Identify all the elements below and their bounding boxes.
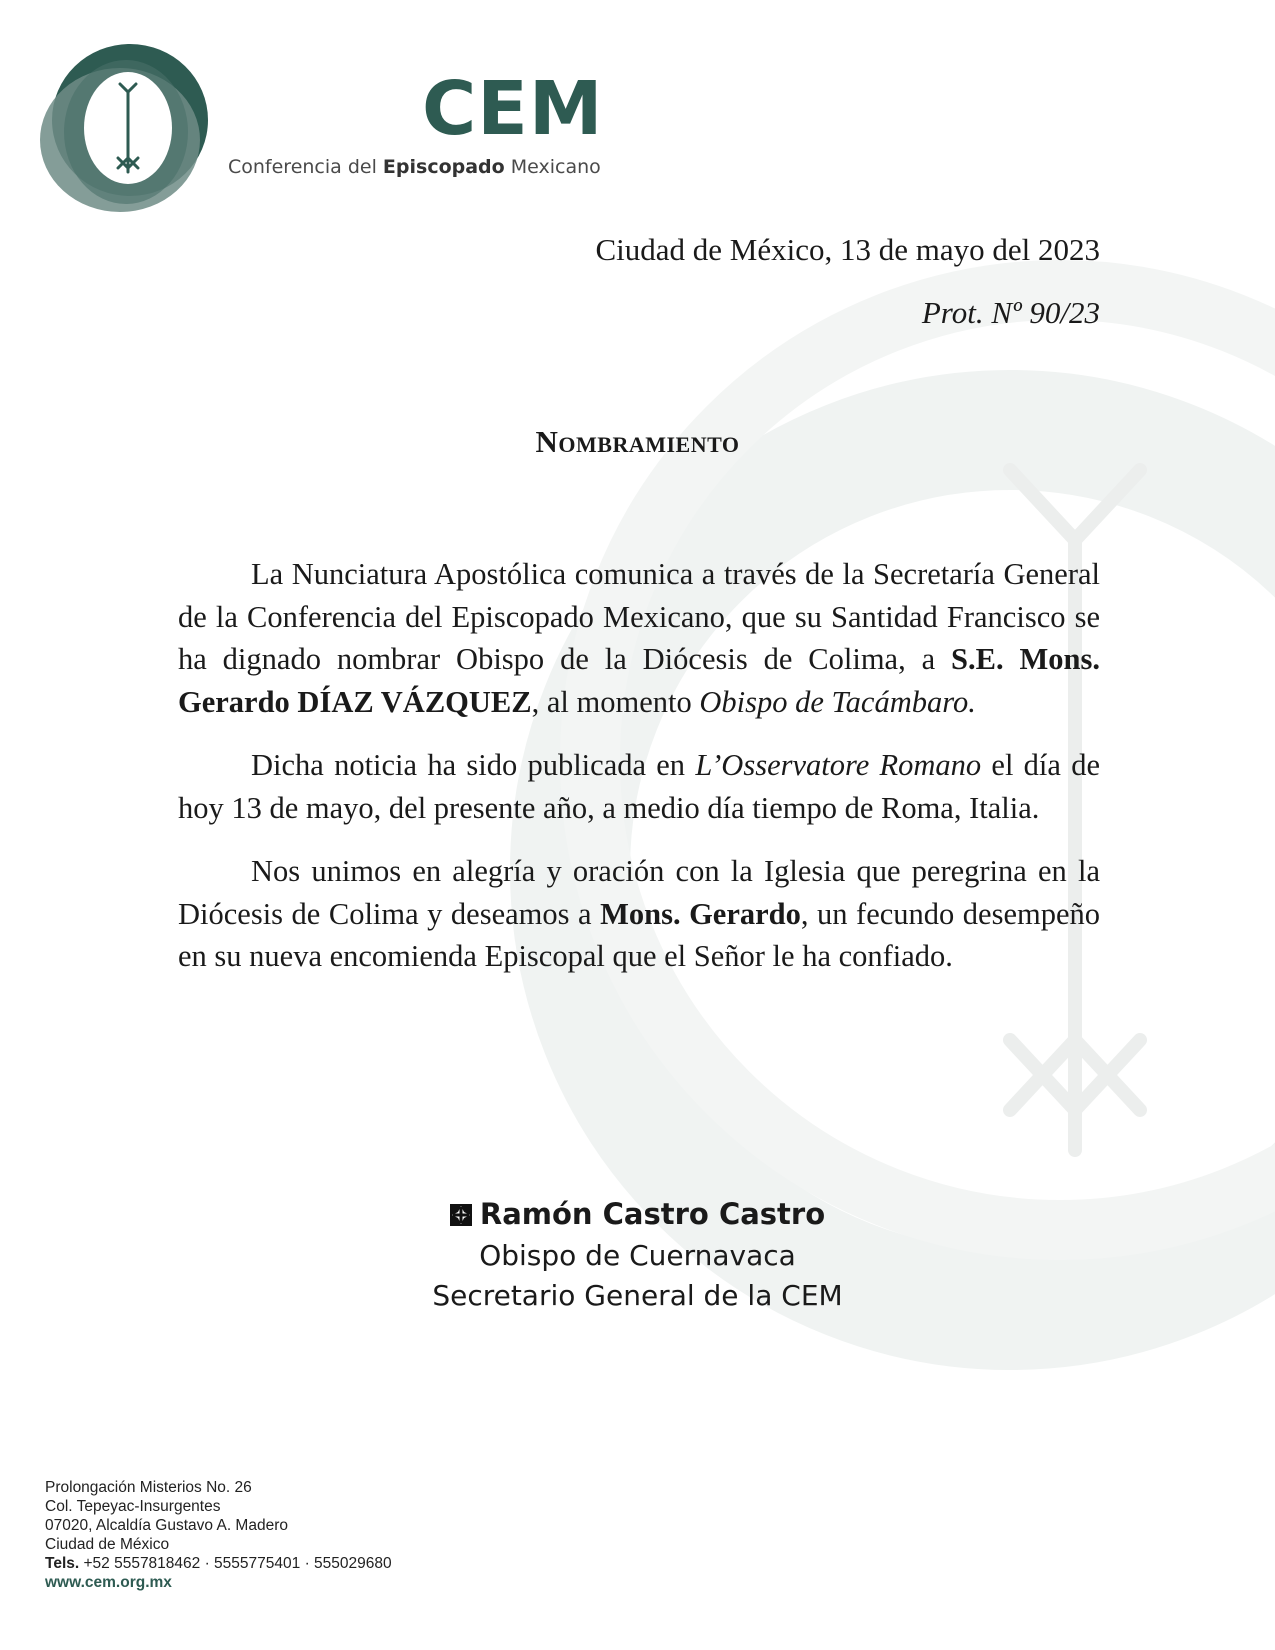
address-line-2: Col. Tepeyac-Insurgentes bbox=[45, 1498, 221, 1515]
signatory-role-1: Obispo de Cuernavaca bbox=[479, 1239, 796, 1272]
episcopal-cross-icon bbox=[450, 1204, 472, 1226]
address-line-3: 07020, Alcaldía Gustavo A. Madero bbox=[45, 1517, 288, 1534]
cem-logo-icon bbox=[38, 40, 213, 215]
body-paragraph-2: Dicha noticia ha sido publicada en L’Osservatore Romano el día de hoy 13 de mayo, del presente año, a medio día tiempo de Roma, Italia. bbox=[178, 748, 1100, 825]
address-line-1: Prolongación Misterios No. 26 bbox=[45, 1479, 252, 1496]
body-paragraph-3: Nos unimos en alegría y oración con la Iglesia que peregrina en la Diócesis de Colima y deseamos a Mons. Gerardo, un fecundo desempeño en su nueva encomienda Episcopal que el Señor le ha confiado. bbox=[178, 854, 1100, 973]
footer-address bbox=[45, 1478, 392, 1592]
brand-subtitle: Conferencia del Episcopado Mexicano bbox=[228, 156, 601, 178]
document-body bbox=[178, 553, 1100, 999]
signatory-role-2: Secretario General de la CEM bbox=[432, 1279, 843, 1312]
document-title: Nombramiento bbox=[535, 424, 740, 459]
protocol-number: Prot. Nº 90/23 bbox=[921, 295, 1100, 330]
document-date: Ciudad de México, 13 de mayo del 2023 bbox=[595, 232, 1100, 267]
brand-name: CEM bbox=[422, 66, 604, 152]
address-line-4: Ciudad de México bbox=[45, 1536, 170, 1553]
website-link[interactable]: www.cem.org.mx bbox=[45, 1574, 172, 1591]
body-paragraph-1: La Nunciatura Apostólica comunica a través de la Secretaría General de la Conferencia del Episcopado Mexicano, que su Santidad Francisco se ha dignado nombrar Obispo de la Diócesis de Colima, a S.E. Mons. Gerardo DÍAZ VÁZQUEZ, al momento Obispo de Tacámbaro. bbox=[178, 557, 1100, 719]
phone-line: Tels. +52 5557818462 · 5555775401 · 555029680 bbox=[45, 1555, 392, 1572]
signatory-name-line: Ramón Castro Castro bbox=[0, 1192, 1275, 1236]
signature-block bbox=[0, 1192, 1275, 1316]
